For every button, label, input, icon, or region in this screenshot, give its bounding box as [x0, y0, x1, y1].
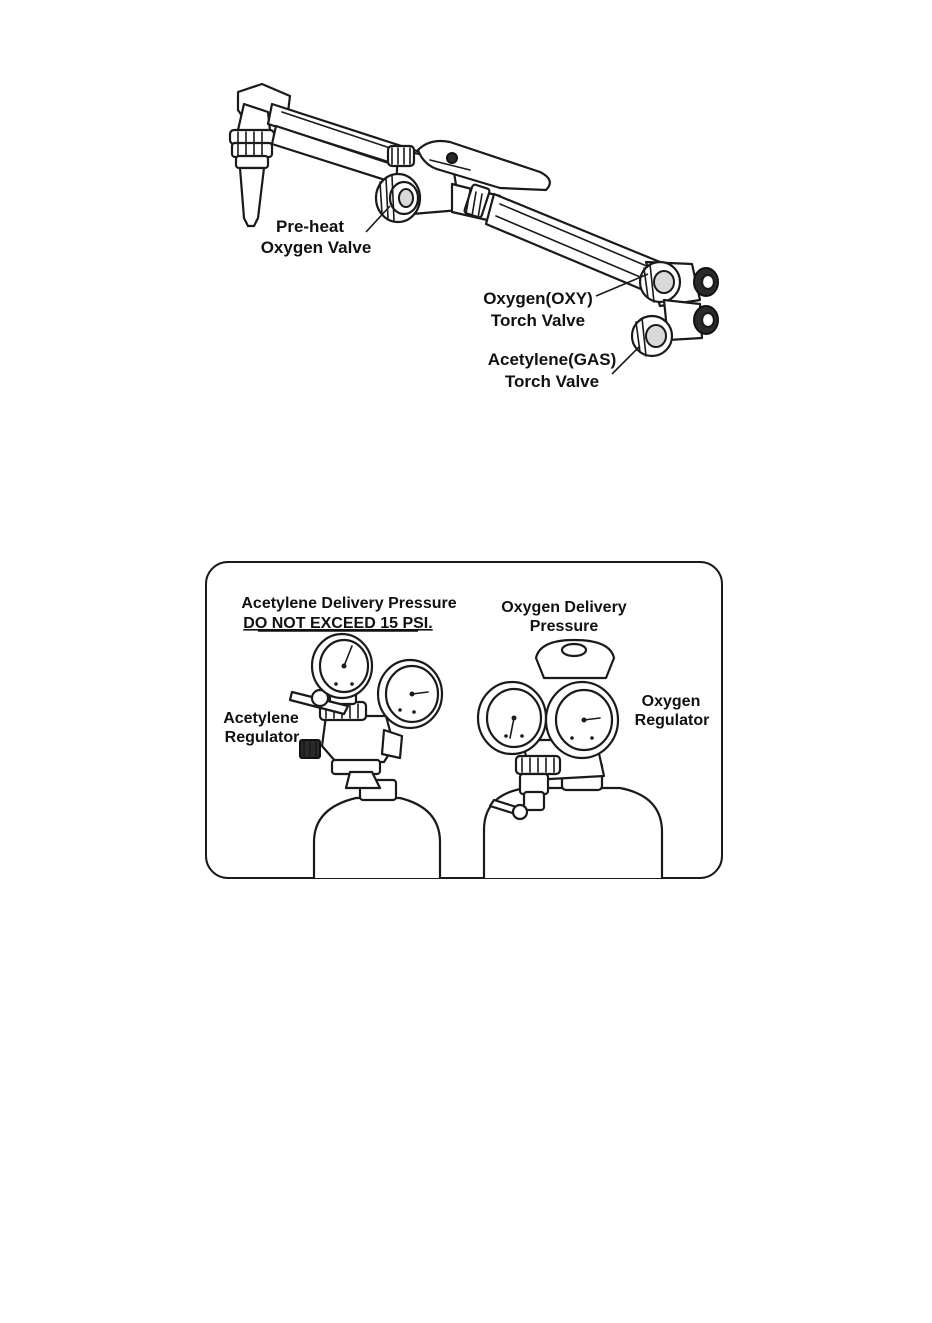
preheat-valve-label: [261, 217, 372, 257]
oxygen-delivery-gauge: [546, 682, 618, 758]
oxygen-regulator-label-line1: Oxygen: [641, 693, 701, 710]
oxygen-regulator-label-line2: Regulator: [634, 712, 710, 729]
acetylene-regulator-label-line1: Acetylene: [223, 710, 299, 727]
preheat-label-line2: Oxygen Valve: [260, 238, 372, 257]
torch-handle: [452, 184, 660, 292]
oxygen-pressure-label-line1: Oxygen Delivery: [501, 599, 627, 616]
acetylene-pressure-warning: DO NOT EXCEED 15 PSI.: [243, 615, 433, 632]
gas-valve-label: [488, 350, 616, 391]
acetylene-pressure-label-line1: Acetylene Delivery Pressure: [241, 595, 457, 612]
oxy-torch-valve: [640, 262, 718, 306]
acetylene-cylinder-gauge: [378, 660, 442, 728]
oxygen-pressure-label-line2: Pressure: [529, 618, 599, 635]
cutting-torch-illustration: [0, 0, 932, 420]
gas-torch-valve: [632, 300, 718, 356]
oxy-label-line1: Oxygen(OXY): [483, 289, 593, 308]
regulators-figure: [0, 540, 932, 900]
oxy-label-line2: Torch Valve: [490, 311, 586, 330]
regulators-illustration: [0, 540, 932, 900]
oxy-valve-label: [483, 289, 593, 330]
gas-label-line2: Torch Valve: [504, 372, 600, 391]
preheat-label-line1: Pre-heat: [275, 217, 345, 236]
cutting-head: [230, 84, 290, 226]
oxygen-cylinder-gauge: [478, 682, 546, 754]
acetylene-delivery-gauge: [312, 634, 372, 698]
acetylene-regulator-label-line2: Regulator: [224, 729, 300, 746]
gas-label-line1: Acetylene(GAS): [487, 350, 617, 369]
cutting-torch-figure: [0, 0, 932, 420]
